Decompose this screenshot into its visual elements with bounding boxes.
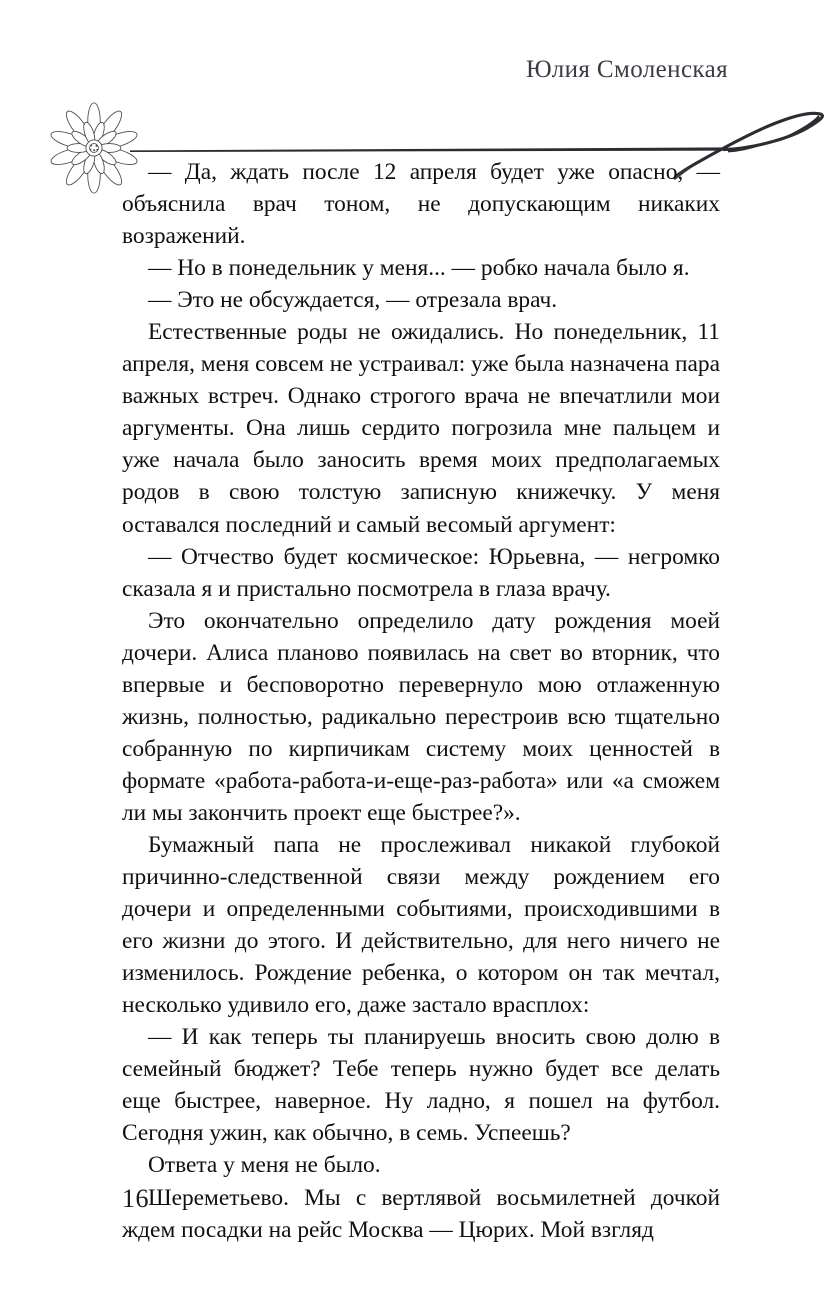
paragraph: Это окончательно определило дату рождения моей дочери. Алиса планово появилась на свет во вторник, что впервые и бесповоротно перевернуло мою отлаженную жизнь, полностью, радикально перестроив всю тщательно собранную по кирпичикам систему моих ценностей в формате «работа-работа-и-еще-раз-работа» или «а сможем ли мы закончить проект еще быстрее?». [122,607,720,826]
paragraph: — Да, ждать после 12 апреля будет уже опасно, — объяснила врач тоном, не допускающим никаких возражений. [122,159,720,250]
paragraph: — И как теперь ты планируешь вносить свою долю в семейный бюджет? Тебе теперь нужно будет все делать еще быстрее, наверное. Ну ладно, я пошел на футбол. Сегодня ужин, как обычно, в семь. Успеешь? [122,1024,720,1147]
paragraph: Ответа у меня не было. [148,1152,381,1179]
paragraph: Естественные роды не ожидались. Но понедельник, 11 апреля, меня совсем не устраивал: уже была назначена пара важных встреч. Однако строгого врача не впечатлили мои аргументы. Она лишь сердито погрозила мне пальцем и уже начала было заносить время моих предполагаемых родов в свою толстую записную книжечку. У меня оставался последний и самый весомый аргумент: [122,319,721,538]
paragraph: Шереметьево. Мы с вертлявой восьмилетней дочкой ждем посадки на рейс Москва — Цюрих. Мой взгляд [122,1184,720,1243]
paragraph: Бумажный папа не прослеживал никакой глубокой причинно-следственной связи между рождением его дочери и определенными событиями, происходившими в его жизни до этого. И действительно, для него ничего не изменилось. Рождение ребенка, о котором он так мечтал, несколько удивило его, даже застало врасплох: [122,831,720,1019]
running-head [0,48,840,158]
paragraph: — Отчество будет космическое: Юрьевна, — негромко сказала я и пристально посмотрела в глаза врачу. [122,543,720,602]
body-text-block [122,156,720,1246]
paragraph: — Это не обсуждается, — отрезала врач. [148,287,558,314]
page-number: 16 [122,1184,149,1213]
paragraph: — Но в понедельник у меня... — робко начала было я. [148,255,690,282]
running-head-author: Юлия Смоленская [525,56,728,83]
